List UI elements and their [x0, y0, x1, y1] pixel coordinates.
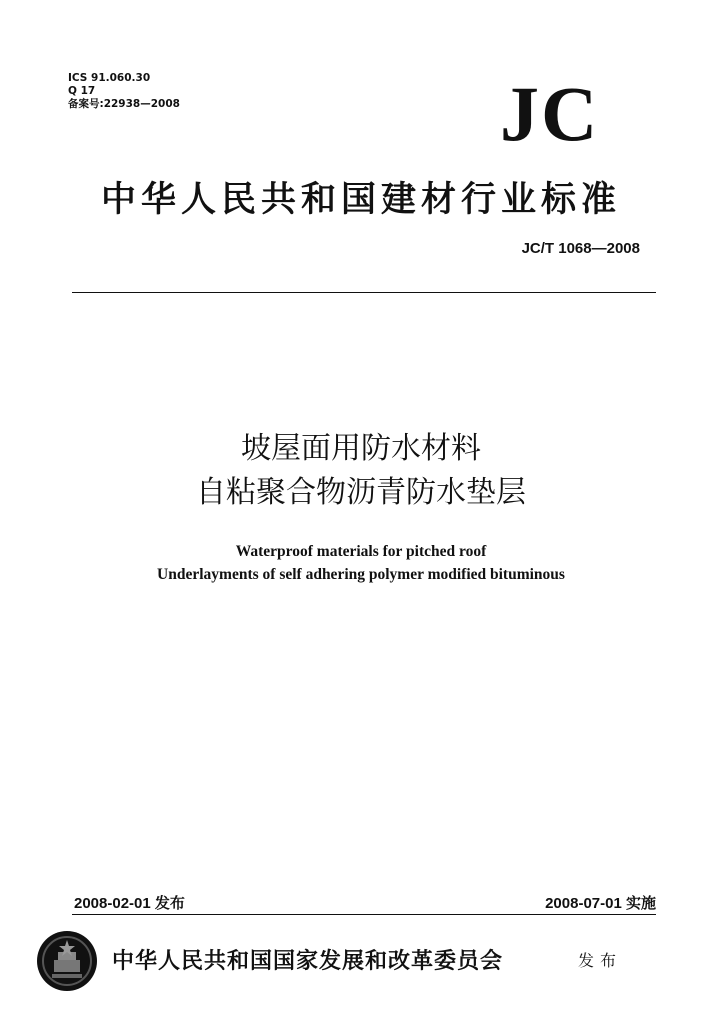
jc-logo: JC — [500, 70, 600, 157]
english-title-line-2: Underlayments of self adhering polymer modified bituminous — [157, 566, 565, 583]
chinese-title-line-1: 坡屋面用防水材料 — [241, 431, 481, 466]
ics-code: ICS 91.060.30 — [68, 72, 151, 84]
issue-date: 2008-02-01 发布 — [74, 895, 185, 912]
english-title-line-1: Waterproof materials for pitched roof — [235, 543, 487, 560]
chinese-title-line-2: 自粘聚合物沥青防水垫层 — [196, 475, 526, 510]
top-divider — [72, 292, 656, 293]
ccs-code: Q 17 — [68, 85, 96, 97]
standard-code: JC/T 1068—2008 — [521, 240, 640, 257]
publish-label: 发布 — [578, 951, 623, 970]
issuing-authority: 中华人民共和国国家发展和改革委员会 — [112, 948, 504, 974]
bottom-divider — [72, 914, 656, 915]
standard-category-title: 中华人民共和国建材行业标准 — [100, 179, 621, 220]
document-meta — [68, 72, 180, 111]
implementation-date: 2008-07-01 实施 — [545, 895, 656, 912]
record-number: 备案号:22938—2008 — [68, 98, 180, 110]
national-emblem-icon — [36, 930, 98, 992]
